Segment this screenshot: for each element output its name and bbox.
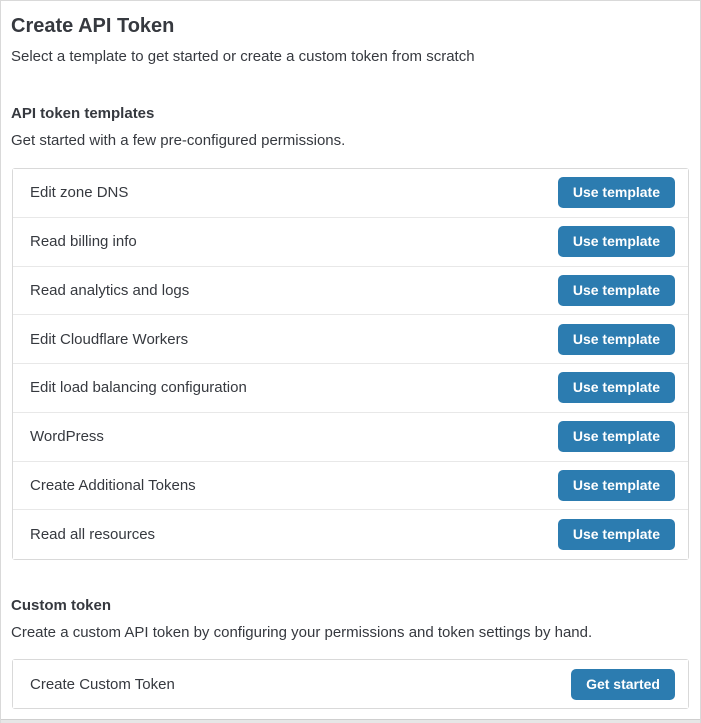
custom-token-section-description: Create a custom API token by configuring your permissions and token settings by hand.: [11, 624, 593, 641]
template-row-edit-load-balancing-configuration: [13, 364, 688, 413]
template-label: Edit load balancing configuration: [30, 379, 247, 397]
template-row-read-analytics-and-logs: [13, 267, 688, 316]
template-label: Read all resources: [30, 526, 156, 544]
template-label: Edit zone DNS: [30, 184, 129, 202]
custom-token-label: Create Custom Token: [30, 675, 175, 693]
template-row-read-billing-info: [13, 218, 688, 267]
use-template-button[interactable]: Use template: [558, 519, 675, 550]
template-label: Read billing info: [30, 233, 137, 251]
page-title: Create API Token: [11, 15, 175, 37]
custom-token-list: [12, 659, 689, 709]
templates-section-heading: API token templates: [11, 105, 155, 122]
template-row-read-all-resources: [13, 510, 688, 559]
page-bottom-edge: [1, 719, 700, 723]
template-label: Edit Cloudflare Workers: [30, 330, 189, 348]
template-label: Create Additional Tokens: [30, 476, 196, 494]
templates-section-description: Get started with a few pre-configured permissions.: [11, 132, 346, 149]
template-label: Read analytics and logs: [30, 281, 190, 299]
use-template-button[interactable]: Use template: [558, 372, 675, 403]
use-template-button[interactable]: Use template: [558, 470, 675, 501]
page-subtitle: Select a template to get started or create a custom token from scratch: [11, 48, 475, 65]
template-row-create-additional-tokens: [13, 462, 688, 511]
template-row-wordpress: [13, 413, 688, 462]
get-started-button[interactable]: Get started: [571, 669, 675, 700]
template-row-edit-cloudflare-workers: [13, 315, 688, 364]
use-template-button[interactable]: Use template: [558, 275, 675, 306]
template-label: WordPress: [30, 428, 104, 446]
custom-token-section-heading: Custom token: [11, 597, 112, 614]
use-template-button[interactable]: Use template: [558, 177, 675, 208]
use-template-button[interactable]: Use template: [558, 421, 675, 452]
use-template-button[interactable]: Use template: [558, 226, 675, 257]
custom-token-row: [13, 660, 688, 708]
template-row-edit-zone-dns: [13, 169, 688, 218]
use-template-button[interactable]: Use template: [558, 324, 675, 355]
template-list: [12, 168, 689, 560]
